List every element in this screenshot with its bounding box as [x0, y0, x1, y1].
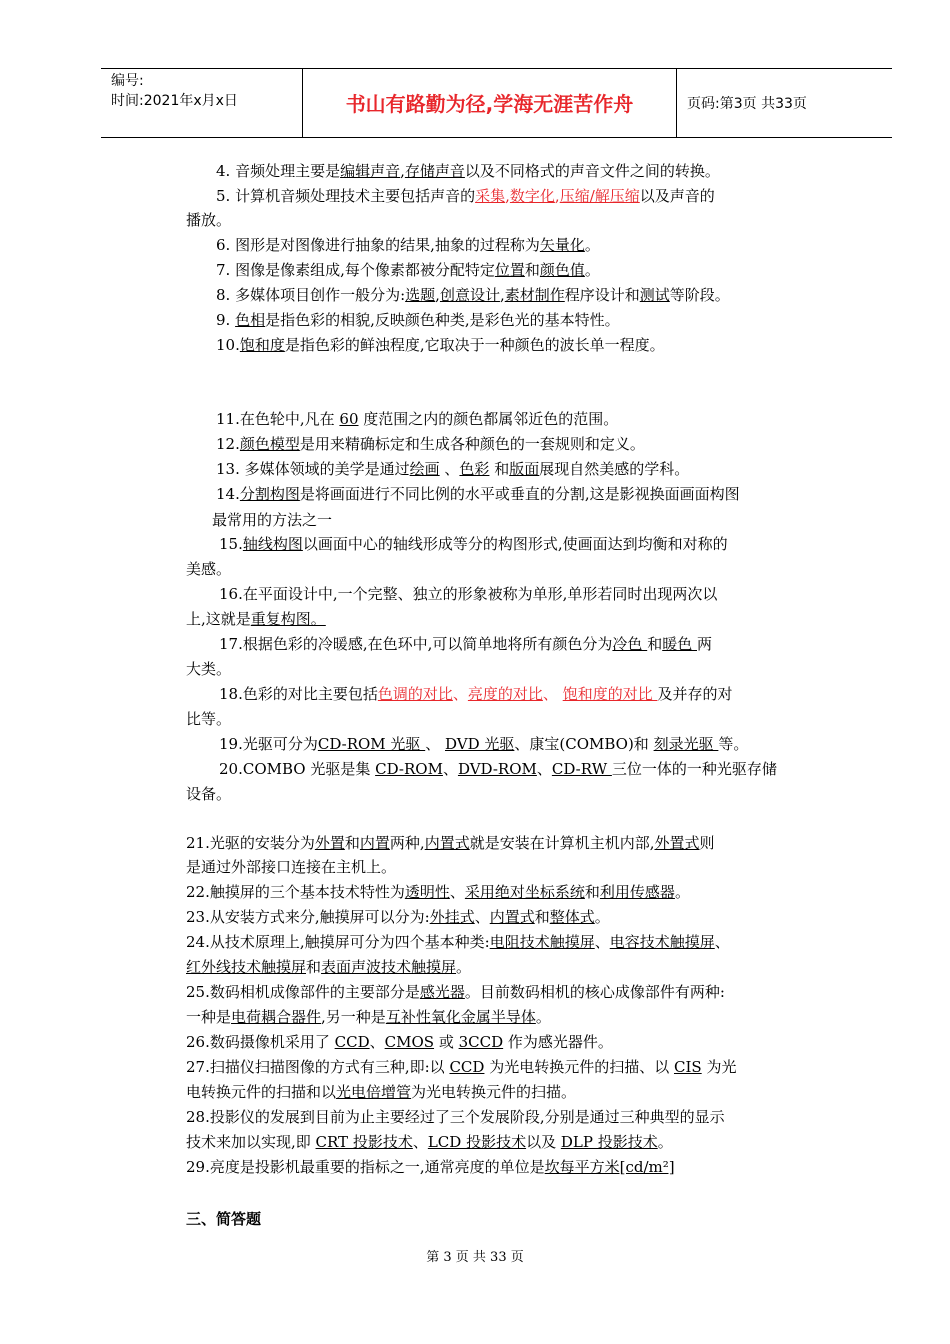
answer-fill: 冷色: [612, 635, 648, 653]
text-run: 29.亮度是投影机最重要的指标之一,通常亮度的单位是: [186, 1158, 545, 1176]
text-run: 28.投影仪的发展到目前为止主要经过了三个发展阶段,分别是通过三种典型的显示: [186, 1108, 725, 1126]
text-run: 。: [584, 261, 600, 279]
text-run: 。: [584, 236, 600, 254]
section-title: 三、简答题: [186, 1210, 262, 1228]
answer-fill: 内置: [359, 834, 390, 852]
answer-fill: CMOS: [384, 1033, 435, 1051]
text-run: ,: [435, 286, 440, 304]
answer-fill: 位置: [494, 261, 525, 279]
text-run: 、: [542, 685, 563, 703]
answer-fill: 电阻技术触摸屏: [489, 933, 595, 951]
text-line: [219, 533, 728, 555]
text-line: [216, 458, 689, 480]
answer-fill: 透明性: [404, 883, 450, 901]
answer-fill: 红外线技术触摸屏: [186, 958, 307, 976]
text-run: 两种,: [389, 834, 425, 852]
text-line: [216, 433, 645, 455]
text-run: 20.COMBO 光驱是集: [219, 760, 376, 778]
text-run: 三位一体的一种光驱存储: [611, 760, 777, 778]
text-run: 电转换元件的扫描和以: [186, 1083, 337, 1101]
answer-fill: 采用绝对坐标系统: [464, 883, 585, 901]
text-line: [186, 906, 610, 928]
text-run: 作为感光器件。: [503, 1033, 613, 1051]
text-run: ,: [554, 187, 560, 205]
text-run: 是指色彩的鲜浊程度,它取决于一种颜色的波长单一程度。: [284, 336, 665, 354]
text-run: 8. 多媒体项目创作一般分为:: [216, 286, 406, 304]
answer-fill: DVD-ROM: [457, 760, 537, 778]
text-run: 18.色彩的对比主要包括: [219, 685, 378, 703]
text-run: 以及不同格式的声音文件之间的转换。: [464, 162, 720, 180]
text-run: 7. 图像是像素组成,每个像素都被分配特定: [216, 261, 495, 279]
text-run: ,另一种是: [321, 1008, 386, 1026]
text-run: 度范围之内的颜色都属邻近色的范围。: [358, 410, 619, 428]
text-run: 和: [489, 460, 510, 478]
text-run: 13. 多媒体领域的美学是通过: [216, 460, 410, 478]
text-run: 。目前数码相机的核心成像部件有两种:: [464, 983, 725, 1001]
text-run: 一种是: [186, 1008, 232, 1026]
text-run: 19.光驱可分为: [219, 735, 318, 753]
answer-fill: 内置式: [424, 834, 470, 852]
answer-fill: 光电倍增管: [336, 1083, 412, 1101]
text-line: [186, 1106, 725, 1128]
text-run: 和: [524, 261, 540, 279]
header-motto: 书山有路勤为径,学海无涯苦作舟: [345, 92, 634, 116]
answer-fill: 内置式: [489, 908, 535, 926]
text-run: 以及声音的: [639, 187, 715, 205]
text-line: [216, 284, 730, 306]
text-line: [219, 758, 777, 780]
text-run: 设备。: [186, 785, 232, 803]
text-run: 、: [474, 908, 490, 926]
text-run: 和: [306, 958, 322, 976]
text-run: 21.光驱的安装分为: [186, 834, 315, 852]
answer-fill: 坎每平方米[cd/m²]: [544, 1158, 675, 1176]
text-run: 4. 音频处理主要是: [216, 162, 341, 180]
answer-fill: CD-RW: [551, 760, 612, 778]
text-run: 5. 计算机音频处理技术主要包括声音的: [216, 187, 476, 205]
text-run: 16.在平面设计中,一个完整、独立的形象被称为单形,单形若同时出现两次以: [219, 585, 718, 603]
text-run: ,: [505, 187, 510, 205]
text-run: 27.扫描仪扫描图像的方式有三种,即:以: [186, 1058, 450, 1076]
header-page-info: 页码:第3页 共33页: [687, 96, 807, 112]
text-run: 比等。: [186, 710, 232, 728]
answer-fill: 重复构图。: [250, 610, 326, 628]
answer-fill: 外挂式: [429, 908, 475, 926]
answer-fill: 选题: [405, 286, 436, 304]
text-run: 以画面中心的轴线形成等分的构图形式,使画面达到均衡和对称的: [302, 535, 728, 553]
text-line: [216, 408, 618, 430]
text-line: [216, 185, 715, 207]
text-run: 22.触摸屏的三个基本技术特性为: [186, 883, 405, 901]
number-label: 编号:: [111, 73, 144, 89]
text-line: [186, 708, 231, 730]
text-line: [219, 633, 712, 655]
answer-fill: 亮度的对比: [467, 685, 543, 703]
text-run: 技术来加以实现,即: [186, 1133, 316, 1151]
text-line: [216, 309, 620, 331]
answer-fill: 压缩/解压缩: [559, 187, 640, 205]
text-line: [219, 683, 732, 705]
text-line: [186, 1131, 673, 1153]
text-run: 或: [434, 1033, 459, 1051]
text-run: 。: [594, 908, 610, 926]
text-line: [186, 856, 396, 878]
text-run: 播放。: [186, 211, 232, 229]
text-run: 和: [344, 834, 360, 852]
text-run: 等。: [718, 735, 749, 753]
text-run: 就是安装在计算机主机内部,: [469, 834, 655, 852]
text-line: [186, 1081, 576, 1103]
text-run: 是指色彩的相貌,反映颜色种类,是彩色光的基本特性。: [265, 311, 620, 329]
text-run: 则: [699, 834, 715, 852]
text-run: 。: [674, 883, 690, 901]
text-run: 以及: [526, 1133, 561, 1151]
answer-fill: CRT 投影技术: [315, 1133, 413, 1151]
text-run: 、: [369, 1033, 385, 1051]
answer-fill: 测试: [639, 286, 670, 304]
text-run: 26.数码摄像机采用了: [186, 1033, 335, 1051]
answer-fill: 外置: [314, 834, 345, 852]
text-run: 大类。: [186, 660, 232, 678]
answer-fill: 饱和度的对比: [562, 685, 658, 703]
text-run: 11.在色轮中,凡在: [216, 410, 340, 428]
text-line: [216, 483, 740, 505]
text-line: [186, 981, 725, 1003]
text-run: 和: [584, 883, 600, 901]
answer-fill: 版面: [509, 460, 540, 478]
text-run: 10.: [216, 336, 240, 354]
text-run: 15.: [219, 535, 243, 553]
text-line: [186, 209, 231, 231]
answer-fill: 电荷耦合器件: [231, 1008, 322, 1026]
answer-fill: 颜色值: [539, 261, 585, 279]
answer-fill: 存储声音: [404, 162, 465, 180]
text-run: 、: [425, 735, 445, 753]
answer-fill: 60: [339, 410, 359, 428]
time-label: 时间:2021年x月x日: [111, 93, 238, 109]
answer-fill: CCD: [334, 1033, 370, 1051]
text-line: [186, 783, 231, 805]
text-line: [216, 259, 600, 281]
text-run: 是通过外部接口连接在主机上。: [186, 858, 397, 876]
answer-fill: 表面声波技术触摸屏: [321, 958, 457, 976]
text-run: 为光: [701, 1058, 737, 1076]
text-line: [186, 608, 326, 630]
answer-fill: 外置式: [654, 834, 700, 852]
text-line: [186, 1006, 551, 1028]
text-run: 、: [594, 933, 610, 951]
answer-fill: 电容技术触摸屏: [609, 933, 715, 951]
text-run: 。: [535, 1008, 551, 1026]
text-run: 、: [536, 760, 552, 778]
text-run: 等阶段。: [669, 286, 730, 304]
text-run: 两: [696, 635, 712, 653]
text-run: 是将画面进行不同比例的水平或垂直的分割,这是影视换面画面构图: [299, 485, 740, 503]
answer-fill: CD-ROM: [375, 760, 443, 778]
text-line: [186, 956, 471, 978]
text-run: 上,这就是: [186, 610, 251, 628]
answer-fill: 颜色模型: [239, 435, 300, 453]
text-line: [219, 583, 717, 605]
answer-fill: 编辑声音: [340, 162, 401, 180]
answer-fill: 创意设计: [439, 286, 500, 304]
text-line: [186, 1031, 613, 1053]
answer-fill: 色调的对比: [377, 685, 453, 703]
text-run: 14.: [216, 485, 240, 503]
text-run: 、: [452, 685, 468, 703]
text-run: 24.从技术原理上,触摸屏可分为四个基本种类:: [186, 933, 490, 951]
answer-fill: 素材制作: [504, 286, 565, 304]
text-line: [186, 1156, 675, 1178]
answer-fill: 整体式: [549, 908, 595, 926]
page-header: [101, 68, 892, 138]
answer-fill: 数字化: [509, 187, 555, 205]
text-run: 、康宝(COMBO)和: [514, 735, 654, 753]
text-line: [219, 733, 748, 755]
text-run: ,: [499, 286, 505, 304]
text-run: 。: [657, 1133, 673, 1151]
answer-fill: 刻录光驱: [653, 735, 719, 753]
text-line: [216, 160, 720, 182]
text-run: ,: [400, 162, 405, 180]
text-run: 。: [456, 958, 472, 976]
header-meta: [111, 71, 238, 111]
text-line: [186, 1056, 736, 1078]
text-run: 和: [534, 908, 550, 926]
answer-fill: 分割构图: [239, 485, 300, 503]
answer-fill: 互补性氧化金属半导体: [385, 1008, 536, 1026]
text-run: 美感。: [186, 560, 232, 578]
answer-fill: 采集: [475, 187, 506, 205]
page-footer: 第 3 页 共 33 页: [426, 1250, 524, 1265]
text-line: [216, 334, 665, 356]
text-run: 、: [412, 1133, 428, 1151]
answer-fill: LCD 投影技术: [427, 1133, 527, 1151]
answer-fill: CIS: [673, 1058, 702, 1076]
text-run: 12.: [216, 435, 240, 453]
text-run: 为光电转换元件的扫描。: [411, 1083, 577, 1101]
text-run: 、: [442, 760, 458, 778]
answer-fill: 轴线构图: [242, 535, 303, 553]
text-line: [212, 509, 332, 531]
answer-fill: 感光器: [419, 983, 465, 1001]
text-run: 、: [714, 933, 730, 951]
answer-fill: 3CCD: [458, 1033, 504, 1051]
answer-fill: 色彩: [459, 460, 490, 478]
text-run: 程序设计和: [564, 286, 640, 304]
answer-fill: 利用传感器: [599, 883, 675, 901]
answer-fill: DLP 投影技术: [560, 1133, 658, 1151]
answer-fill: 饱和度: [239, 336, 285, 354]
text-run: 、: [439, 460, 460, 478]
text-line: [186, 832, 715, 854]
text-line: [186, 881, 690, 903]
text-line: [186, 931, 730, 953]
answer-fill: 矢量化: [539, 236, 585, 254]
text-run: 最常用的方法之一: [212, 511, 333, 529]
answer-fill: CD-ROM 光驱: [317, 735, 426, 753]
text-line: [216, 234, 600, 256]
text-run: 9.: [216, 311, 236, 329]
text-run: 6. 图形是对图像进行抽象的结果,抽象的过程称为: [216, 236, 540, 254]
answer-fill: DVD 光驱: [444, 735, 515, 753]
text-run: 25.数码相机成像部件的主要部分是: [186, 983, 420, 1001]
text-line: [186, 558, 231, 580]
answer-fill: 色相: [235, 311, 266, 329]
text-run: 23.从安装方式来分,触摸屏可以分为:: [186, 908, 430, 926]
text-run: 是用来精确标定和生成各种颜色的一套规则和定义。: [299, 435, 645, 453]
text-run: 、: [449, 883, 465, 901]
header-divider: [676, 69, 677, 137]
text-line: [186, 658, 231, 680]
text-run: 展现自然美感的学科。: [539, 460, 690, 478]
text-run: 为光电转换元件的扫描、以: [484, 1058, 674, 1076]
text-run: 和: [647, 635, 663, 653]
answer-fill: 暖色: [662, 635, 697, 653]
answer-fill: CCD: [449, 1058, 485, 1076]
text-run: 17.根据色彩的冷暖感,在色环中,可以简单地将所有颜色分为: [219, 635, 613, 653]
text-run: 及并存的对: [657, 685, 733, 703]
answer-fill: 绘画: [409, 460, 440, 478]
